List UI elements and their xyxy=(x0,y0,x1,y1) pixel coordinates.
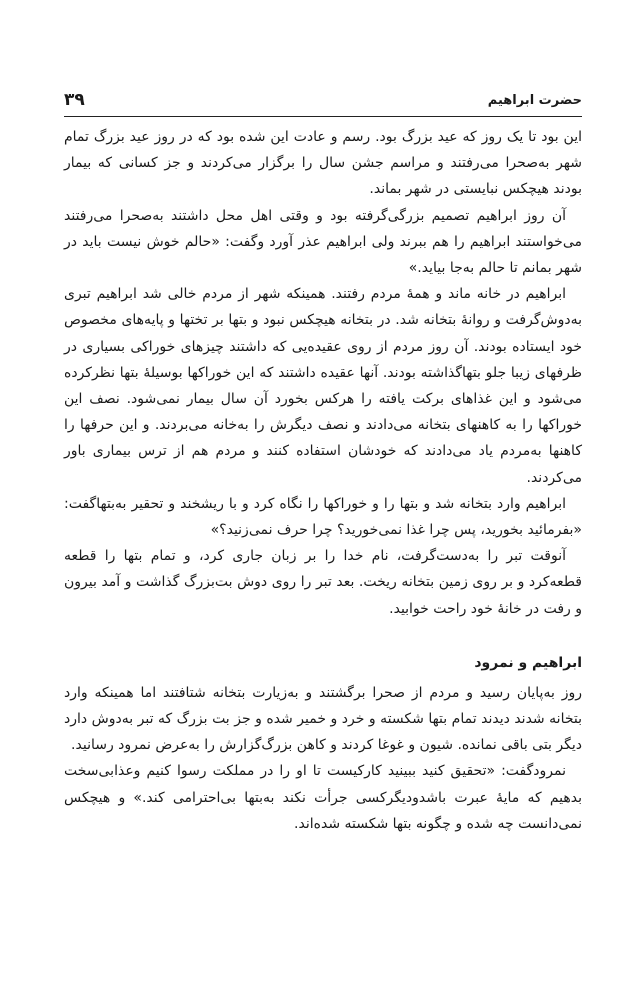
body-text xyxy=(64,124,582,837)
header-rule xyxy=(64,116,582,117)
paragraph-nimrod: نمرودگفت: «تحقیق کنید ببینید کارکیست تا او را در مملکت رسوا کنیم وعذابی‌سخت بدهیم که مایهٔ عبرت باشدودیگرکسی جرأت نکند به‌بتها بی‌احترامی کند.» و هیچکس نمی‌دانست چه شده و چگونه بتها شکسته شده‌اند. xyxy=(64,763,582,832)
running-head xyxy=(64,88,582,112)
paragraph-mockery: ابراهیم وارد بتخانه شد و بتها را و خوراکها را نگاه کرد و با ریشخند و تحقیر به‌بتهاگفت: «بفرمائید بخورید، پس چرا غذا نمی‌خورید؟ چرا حرف نمی‌زنید؟» xyxy=(64,495,582,539)
page-number: ۳۹ xyxy=(64,90,85,110)
paragraph-axe: آنوقت تبر را به‌دست‌گرفت، نام خدا را بر زبان جاری کرد، و تمام بتها را قطعه قطعه‌کرد و بر روی زمین بتخانه ریخت. بعد تبر را روی دوش بت‌بزرگ گذاشت و آمد بیرون و رفت در خانهٔ خود راحت خوابید. xyxy=(64,548,582,617)
paragraph-excuse: آن روز ابراهیم تصمیم بزرگی‌گرفته بود و وقتی اهل محل داشتند به‌صحرا می‌رفتند می‌خواستند ابراهیم را هم ببرند ولی ابراهیم عذر آورد وگفت: «حالم خوش نیست باید در شهر بمانم تا حالم به‌جا بیاید.» xyxy=(64,207,582,277)
running-title: حضرت ابراهیم xyxy=(487,92,582,108)
paragraph-temple: ابراهیم در خانه ماند و همهٔ مردم رفتند. همینکه شهر از مردم خالی شد ابراهیم تبری به‌دوش‌گرفت و روانهٔ بتخانه شد. در بتخانه هیچکس نبود و بتها بر تختها و پایه‌های مخصوص خود ایستاده بودند. آن روز مردم از روی عقیده‌یی که داشتند چیزهای خوراکی بسیاری در ظرفهای زیبا جلو بتهاگذاشته بودند. آنها عقیده داشتند که این خوراکها بوسیلهٔ بتها نظرکرده می‌شود و این غذاهای برکت یافته را هرکس بخورد آن سال بیمار نمی‌شود. نصف این خوراکها را به کاهنهای بتخانه می‌دادند و نصف دیگرش را به‌خانه می‌بردند. و این حرفها را کاهنها به‌مردم یاد می‌دادند که خودشان استفاده کنند و مردم هم از ترس بیماری باور می‌کردند. xyxy=(64,286,582,486)
section-heading: ابراهیم و نمرود xyxy=(474,654,582,671)
paragraph-festival: این بود تا یک روز که عید بزرگ بود. رسم و عادت این شده بود که در روز عید بزرگ تمام شهر به‌صحرا می‌رفتند و مراسم جشن سال را برگزار می‌کردند و جز کسانی که بیمار بودند هیچکس نبایستی در شهر بماند. xyxy=(64,129,582,198)
paragraph-return: روز به‌پایان رسید و مردم از صحرا برگشتند و به‌زیارت بتخانه شتافتند اما همینکه وارد بتخانه شدند دیدند تمام بتها شکسته و خرد و خمیر شده و جز بت بزرگ که تبر به‌دوش دارد دیگر بتی باقی نمانده. شیون و غوغا کردند و کاهن بزرگ‌گزارش را به‌عرض نمرود رسانید. xyxy=(64,684,582,754)
